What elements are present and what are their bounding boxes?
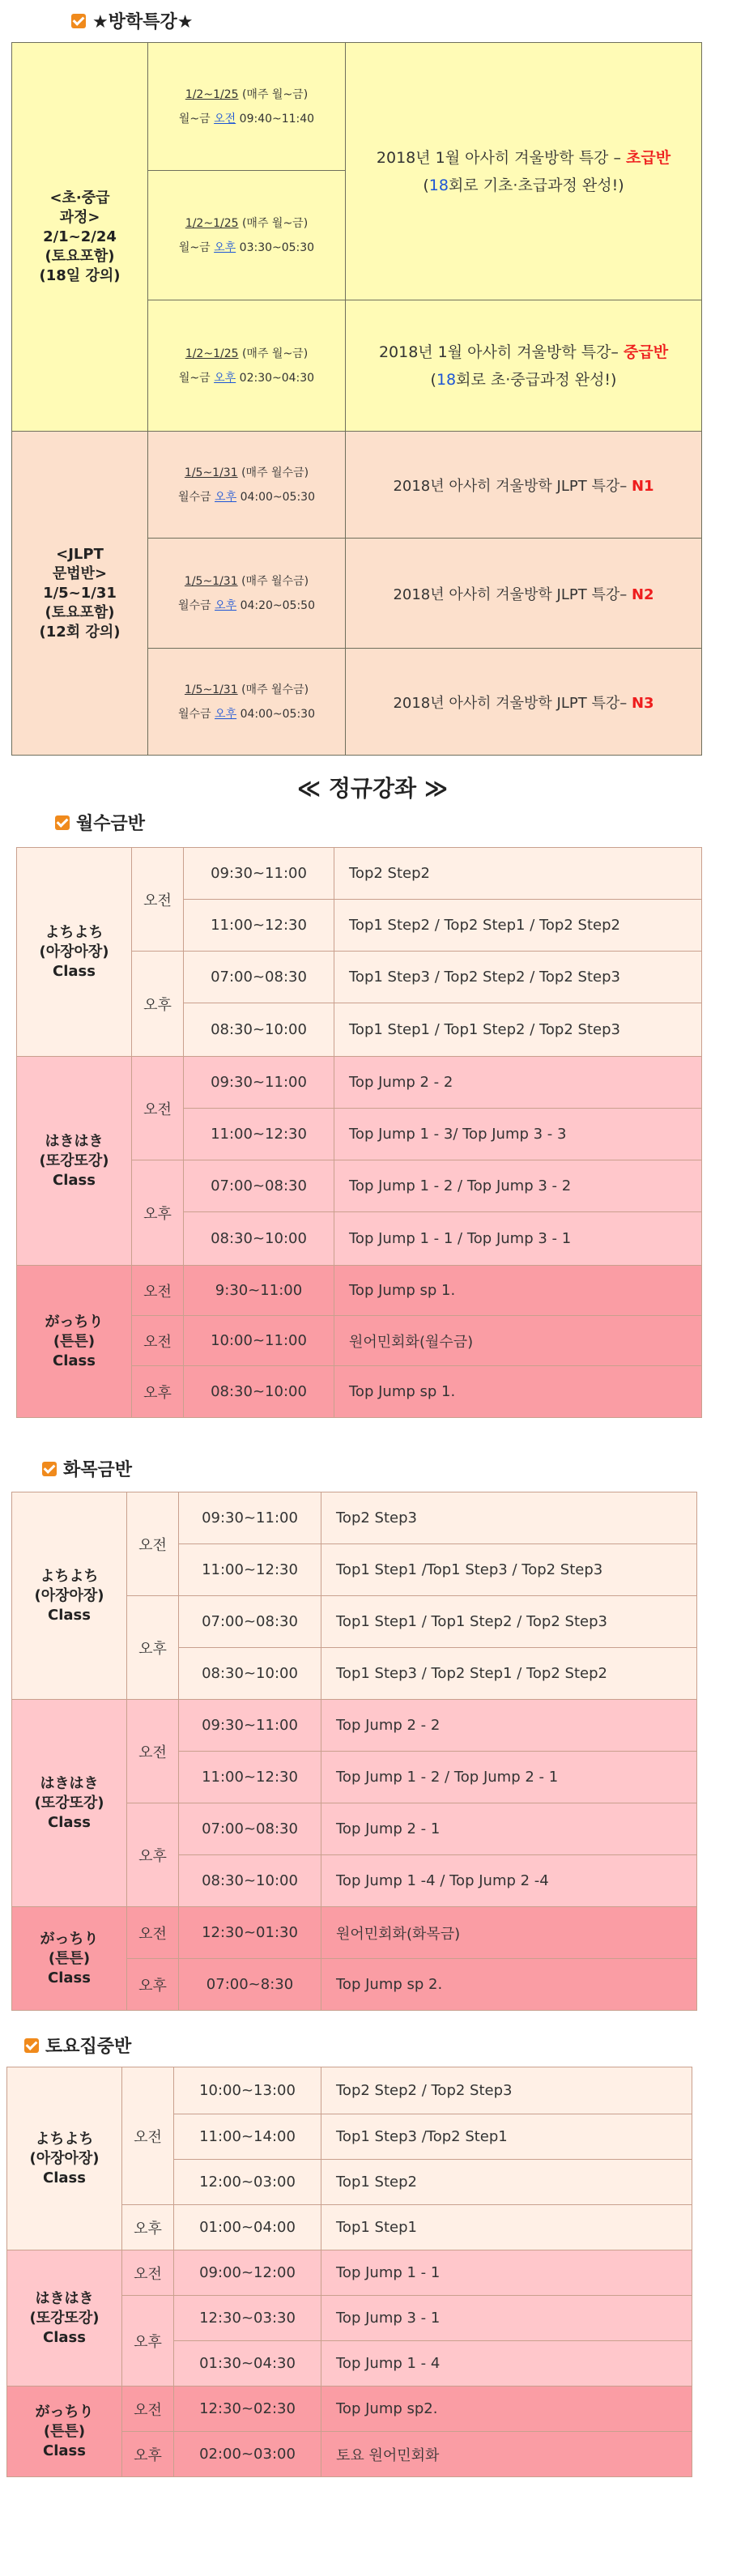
course-cell: Top Jump 1 - 2 / Top Jump 3 - 2 — [334, 1160, 702, 1212]
class-group-cell: はきはき (또강또강) Class — [7, 2250, 122, 2387]
time-cell: 08:30~10:00 — [179, 1855, 321, 1907]
course-cell: Top Jump 1 - 1 / Top Jump 3 - 1 — [334, 1212, 702, 1266]
course-cell: Top Jump 3 - 1 — [321, 2296, 692, 2341]
mwf-section-title: 월수금반 — [55, 810, 145, 835]
checkbox-icon — [55, 815, 70, 830]
mwf-schedule-table — [16, 847, 702, 1418]
ampm-cell: 오후 — [122, 2296, 174, 2387]
time-cell: 07:00~8:30 — [179, 1959, 321, 2011]
class-group-cell: よちよち (아장아장) Class — [7, 2067, 122, 2250]
course-cell-n1: 2018년 아사히 겨울방학 JLPT 특강– N1 — [346, 432, 702, 539]
course-cell: Top1 Step3 / Top2 Step2 / Top2 Step3 — [334, 952, 702, 1003]
ampm-cell: 오후 — [122, 2205, 174, 2250]
course-cell: Top Jump sp2. — [321, 2387, 692, 2432]
ampm-cell: 오전 — [122, 2250, 174, 2296]
time-cell: 09:30~11:00 — [179, 1700, 321, 1752]
class-group-cell: がっちり (튼튼) Class — [12, 1907, 127, 2011]
course-cell: Top1 Step1 / Top1 Step2 / Top2 Step3 — [321, 1596, 697, 1648]
time-cell: 09:30~11:00 — [179, 1492, 321, 1544]
checkbox-icon — [71, 14, 86, 28]
ampm-cell: 오후 — [127, 1803, 179, 1907]
ampm-cell: 오전 — [132, 1266, 184, 1316]
course-cell: Top Jump 2 - 2 — [321, 1700, 697, 1752]
ampm-cell: 오전 — [127, 1700, 179, 1803]
course-cell: Top Jump 1 - 1 — [321, 2250, 692, 2296]
course-cell: Top Jump 1 -4 / Top Jump 2 -4 — [321, 1855, 697, 1907]
time-cell: 10:00~11:00 — [184, 1316, 334, 1366]
time-cell: 08:30~10:00 — [179, 1648, 321, 1700]
course-cell: Top2 Step2 — [334, 848, 702, 900]
jlpt-group-cell: <JLPT 문법반> 1/5~1/31 (토요포함) (12회 강의) — [12, 432, 148, 756]
schedule-cell: 1/5~1/31 (매주 월수금) 월수금 오후 04:00~05:30 — [148, 432, 346, 539]
ampm-cell: 오후 — [127, 1959, 179, 2011]
course-cell: Top Jump 1 - 4 — [321, 2341, 692, 2387]
winter-section-title: ★방학특강★ — [71, 8, 193, 33]
ampm-cell: 오후 — [122, 2432, 174, 2477]
time-cell: 12:30~03:30 — [174, 2296, 321, 2341]
ampm-cell: 오후 — [132, 1160, 184, 1266]
ampm-cell: 오전 — [132, 1316, 184, 1366]
ampm-cell: 오전 — [122, 2067, 174, 2205]
course-cell: Top1 Step1 — [321, 2205, 692, 2250]
ampm-cell: 오전 — [122, 2387, 174, 2432]
checkbox-icon — [24, 2038, 39, 2053]
course-cell: Top Jump 2 - 2 — [334, 1057, 702, 1109]
time-cell: 01:00~04:00 — [174, 2205, 321, 2250]
course-cell: Top Jump 1 - 2 / Top Jump 2 - 1 — [321, 1752, 697, 1803]
course-cell: Top Jump sp 2. — [321, 1959, 697, 2011]
course-cell: Top2 Step3 — [321, 1492, 697, 1544]
time-cell: 09:00~12:00 — [174, 2250, 321, 2296]
course-cell: 원어민회화(화목금) — [321, 1907, 697, 1959]
ampm-cell: 오전 — [132, 1057, 184, 1160]
time-cell: 11:00~12:30 — [184, 1109, 334, 1160]
time-cell: 07:00~08:30 — [179, 1596, 321, 1648]
course-cell: Top1 Step3 / Top2 Step1 / Top2 Step2 — [321, 1648, 697, 1700]
course-cell-n2: 2018년 아사히 겨울방학 JLPT 특강– N2 — [346, 539, 702, 649]
time-cell: 12:30~02:30 — [174, 2387, 321, 2432]
time-cell: 10:00~13:00 — [174, 2067, 321, 2114]
class-group-cell: がっちり (튼튼) Class — [7, 2387, 122, 2477]
time-cell: 09:30~11:00 — [184, 848, 334, 900]
regular-courses-title: ≪ 정규강좌 ≫ — [296, 775, 449, 802]
course-cell-n3: 2018년 아사히 겨울방학 JLPT 특강– N3 — [346, 649, 702, 756]
ampm-cell: 오후 — [132, 1366, 184, 1418]
schedule-cell: 1/5~1/31 (매주 월수금) 월수금 오후 04:00~05:30 — [148, 649, 346, 756]
time-cell: 07:00~08:30 — [184, 952, 334, 1003]
checkbox-icon — [42, 1462, 57, 1476]
class-group-cell: よちよち (아장아장) Class — [17, 848, 132, 1057]
time-cell: 01:30~04:30 — [174, 2341, 321, 2387]
course-cell: Top Jump 1 - 3/ Top Jump 3 - 3 — [334, 1109, 702, 1160]
elem-group-cell: <초·중급 과정> 2/1~2/24 (토요포함) (18일 강의) — [12, 43, 148, 432]
time-cell: 02:00~03:00 — [174, 2432, 321, 2477]
time-cell: 09:30~11:00 — [184, 1057, 334, 1109]
time-cell: 12:00~03:00 — [174, 2160, 321, 2205]
time-cell: 08:30~10:00 — [184, 1212, 334, 1266]
course-cell: Top1 Step2 — [321, 2160, 692, 2205]
course-cell: 원어민회화(월수금) — [334, 1316, 702, 1366]
course-cell: Top Jump 2 - 1 — [321, 1803, 697, 1855]
winter-special-table — [11, 42, 702, 756]
course-cell: Top1 Step1 / Top1 Step2 / Top2 Step3 — [334, 1003, 702, 1057]
ampm-cell: 오후 — [132, 952, 184, 1057]
schedule-cell: 1/2~1/25 (매주 월~금) 월~금 오후 02:30~04:30 — [148, 300, 346, 432]
course-cell-beginner: 2018년 1월 아사히 겨울방학 특강 – 초급반 (18회로 기초·초급과정 완성!) — [346, 43, 702, 300]
time-cell: 12:30~01:30 — [179, 1907, 321, 1959]
time-cell: 11:00~14:00 — [174, 2114, 321, 2160]
class-group-cell: はきはき (또강또강) Class — [12, 1700, 127, 1907]
time-cell: 07:00~08:30 — [179, 1803, 321, 1855]
ttf-schedule-table — [11, 1492, 697, 2011]
ampm-cell: 오전 — [127, 1907, 179, 1959]
ampm-cell: 오후 — [127, 1596, 179, 1700]
time-cell: 11:00~12:30 — [179, 1544, 321, 1596]
time-cell: 07:00~08:30 — [184, 1160, 334, 1212]
class-group-cell: はきはき (또강또강) Class — [17, 1057, 132, 1266]
time-cell: 11:00~12:30 — [179, 1752, 321, 1803]
class-group-cell: がっちり (튼튼) Class — [17, 1266, 132, 1418]
ttf-section-title: 화목금반 — [42, 1456, 132, 1481]
time-cell: 9:30~11:00 — [184, 1266, 334, 1316]
course-cell: Top Jump sp 1. — [334, 1266, 702, 1316]
sat-schedule-table — [6, 2067, 692, 2477]
course-cell: Top1 Step2 / Top2 Step1 / Top2 Step2 — [334, 900, 702, 952]
course-cell: Top Jump sp 1. — [334, 1366, 702, 1418]
course-cell: Top2 Step2 / Top2 Step3 — [321, 2067, 692, 2114]
course-cell: 토요 원어민회화 — [321, 2432, 692, 2477]
time-cell: 11:00~12:30 — [184, 900, 334, 952]
sat-section-title: 토요집중반 — [24, 2033, 131, 2058]
schedule-cell: 1/2~1/25 (매주 월~금) 월~금 오전 09:40~11:40 — [148, 43, 346, 171]
ampm-cell: 오전 — [132, 848, 184, 952]
schedule-cell: 1/5~1/31 (매주 월수금) 월수금 오후 04:20~05:50 — [148, 539, 346, 649]
course-cell-intermediate: 2018년 1월 아사히 겨울방학 특강– 중급반 (18회로 초·중급과정 완성!) — [346, 300, 702, 432]
course-cell: Top1 Step1 /Top1 Step3 / Top2 Step3 — [321, 1544, 697, 1596]
time-cell: 08:30~10:00 — [184, 1366, 334, 1418]
schedule-cell: 1/2~1/25 (매주 월~금) 월~금 오후 03:30~05:30 — [148, 171, 346, 300]
time-cell: 08:30~10:00 — [184, 1003, 334, 1057]
ampm-cell: 오전 — [127, 1492, 179, 1596]
class-group-cell: よちよち (아장아장) Class — [12, 1492, 127, 1700]
course-cell: Top1 Step3 /Top2 Step1 — [321, 2114, 692, 2160]
